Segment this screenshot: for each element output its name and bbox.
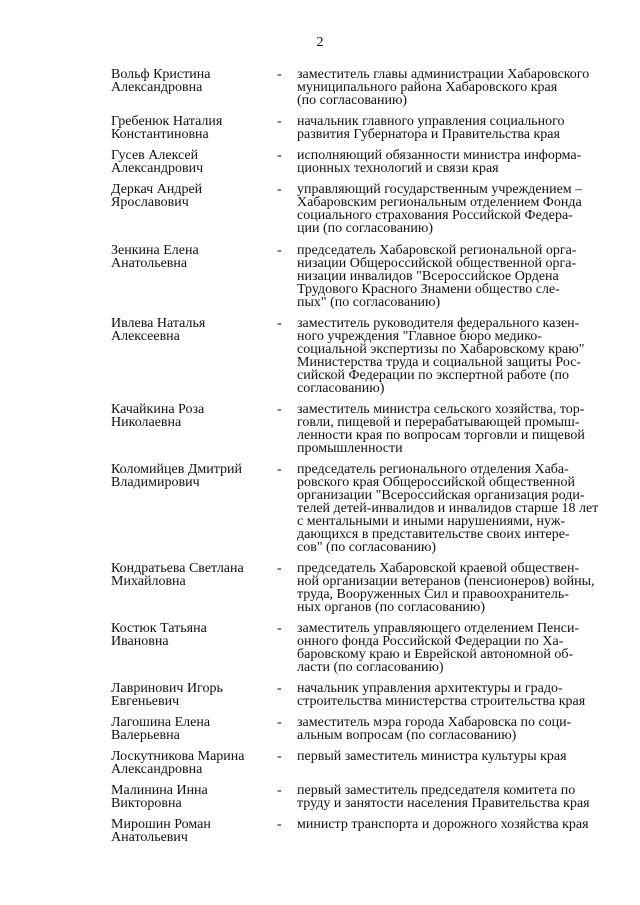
list-item — [111, 403, 616, 455]
member-role: первый заместитель министра культуры края — [297, 749, 567, 764]
member-name: Малинина Инна Викторовна — [111, 783, 208, 811]
list-item — [111, 818, 616, 844]
member-name: Коломийцев Дмитрий Владимирович — [111, 462, 243, 490]
member-name: Гребенюк Наталия Константиновна — [111, 114, 223, 142]
member-role: председатель Хабаровской краевой обществен- ной организации ветеранов (пенсионеров) войны, труда, Вооруженных Сил и правоохранитель- ных органов (по согласованию) — [297, 561, 595, 615]
list-item — [111, 149, 616, 175]
list-item — [111, 463, 616, 554]
dash-separator: - — [277, 681, 282, 696]
dash-separator: - — [277, 148, 282, 163]
member-name: Мирошин Роман Анатольевич — [111, 817, 211, 845]
member-role: министр транспорта и дорожного хозяйства края — [297, 817, 589, 832]
member-role: начальник управления архитектуры и градо- строительства министерства строительства края — [297, 681, 586, 709]
list-item — [111, 562, 616, 614]
member-name: Кондратьева Светлана Михайловна — [111, 561, 244, 589]
dash-separator: - — [277, 462, 282, 477]
member-name: Гусев Алексей Александрович — [111, 148, 204, 176]
list-item — [111, 716, 616, 742]
member-role: исполняющий обязанности министра информа- ционных технологий и связи края — [297, 148, 582, 176]
dash-separator: - — [277, 817, 282, 832]
dash-separator: - — [277, 67, 282, 82]
dash-separator: - — [277, 243, 282, 258]
list-item — [111, 622, 616, 674]
dash-separator: - — [277, 715, 282, 730]
list-item — [111, 115, 616, 141]
member-name: Лоскутникова Марина Александровна — [111, 749, 245, 777]
list-item — [111, 682, 616, 708]
member-name: Костюк Татьяна Ивановна — [111, 621, 207, 649]
list-item — [111, 244, 616, 309]
dash-separator: - — [277, 182, 282, 197]
dash-separator: - — [277, 749, 282, 764]
member-role: заместитель управляющего отделением Пенси- онного фонда Российской Федерации по Ха- баровскому краю и Еврейской автономной об- ласти (по согласованию) — [297, 621, 580, 675]
member-role: начальник главного управления социального развития Губернатора и Правительства края — [297, 114, 565, 142]
list-item — [111, 784, 616, 810]
list-item — [111, 183, 616, 235]
member-name: Зенкина Елена Анатольевна — [111, 243, 199, 271]
member-name: Лагошина Елена Валерьевна — [111, 715, 211, 743]
member-role: первый заместитель председателя комитета по труду и занятости населения Правительства края — [297, 783, 590, 811]
member-role: заместитель главы администрации Хабаровского муниципального района Хабаровского края (по согласованию) — [297, 67, 590, 108]
member-name: Качайкина Роза Николаевна — [111, 402, 205, 430]
dash-separator: - — [277, 316, 282, 331]
dash-separator: - — [277, 114, 282, 129]
member-name: Деркач Андрей Ярославович — [111, 182, 203, 210]
member-role: председатель Хабаровской региональной орга- низации Общероссийской общественной орга- низации инвалидов "Всероссийское Ордена Трудового Красного Знамени общество сле- пых" (по согласованию) — [297, 243, 577, 310]
dash-separator: - — [277, 561, 282, 576]
list-item — [111, 750, 616, 776]
dash-separator: - — [277, 783, 282, 798]
member-role: заместитель министра сельского хозяйства, тор- говли, пищевой и перерабатывающей промыш- ленности края по вопросам торговли и пищевой промышленности — [297, 402, 585, 456]
member-role: заместитель руководителя федерального казен- ного учреждения "Главное бюро медико- социальной экспертизы по Хабаровскому краю" Министерства труда и социальной защиты Рос- сийской Федерации по экспертной работе (по согласованию) — [297, 316, 585, 396]
member-list — [111, 68, 616, 844]
dash-separator: - — [277, 621, 282, 636]
member-name: Лавринович Игорь Евгеньевич — [111, 681, 223, 709]
list-item — [111, 68, 616, 107]
member-name: Вольф Кристина Александровна — [111, 67, 211, 95]
member-role: управляющий государственным учреждением – Хабаровским региональным отделением Фонда социального страхования Российской Федера- ции (по согласованию) — [297, 182, 583, 236]
dash-separator: - — [277, 402, 282, 417]
member-name: Ивлева Наталья Алексеевна — [111, 316, 206, 344]
member-role: заместитель мэра города Хабаровска по соци- альным вопросам (по согласованию) — [297, 715, 572, 743]
member-role: председатель регионального отделения Хаба- ровского края Общероссийской общественной организации "Всероссийская организация роди- телей детей-инвалидов и инвалидов старше 18 лет с ментальными и иными нарушениями, нуж- дающихся в представительстве своих интере- сов" (по согласованию) — [297, 462, 599, 555]
page-number: 2 — [316, 35, 324, 50]
list-item — [111, 317, 616, 395]
